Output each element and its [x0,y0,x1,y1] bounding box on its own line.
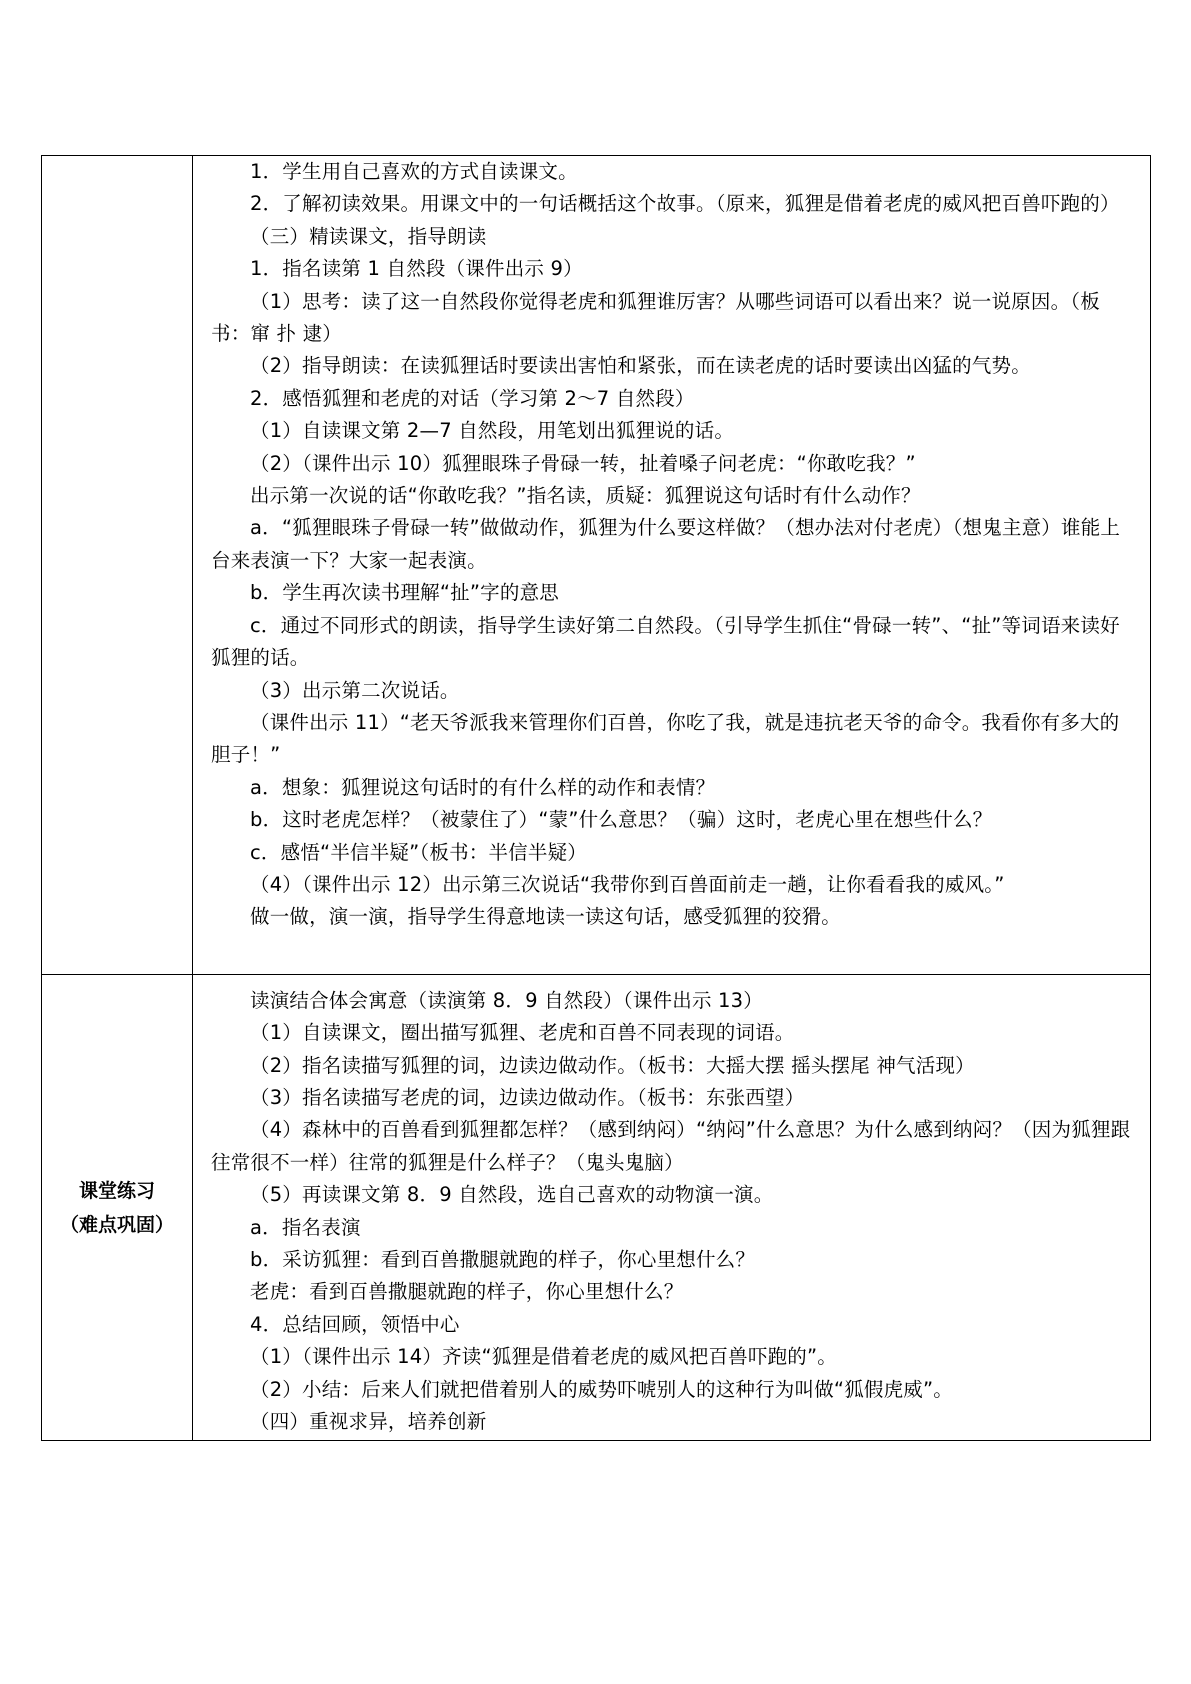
paragraph: （3）出示第二次说话。 [250,678,460,702]
paragraph: a．“狐狸眼珠子骨碌一转”做做动作，狐狸为什么要这样做？（想办法对付老虎）（想鬼主意）谁能上台来表演一下？大家一起表演。 [211,516,1121,572]
section-content-cell [193,156,1151,975]
paragraph: （三）精读课文，指导朗读 [250,224,487,248]
paragraph: （四）重视求异，培养创新 [250,1410,487,1434]
section-label-line: 课堂练习 [78,1179,155,1202]
paragraph: 读演结合体会寓意（读演第 8．9 自然段）（课件出示 13） [250,988,763,1012]
paragraph: 做一做，演一演，指导学生得意地读一读这句话，感受狐狸的狡猾。 [250,905,842,929]
paragraph: （课件出示 11）“老天爷派我来管理你们百兽，你吃了我，就是违抗老天爷的命令。我看你有多大的胆子！” [211,710,1120,767]
table-row [42,156,1151,975]
table-row [42,974,1151,1441]
paragraph: （4）（课件出示 12）出示第三次说话“我带你到百兽面前走一趟，让你看看我的威风。” [250,872,1005,896]
section-label [42,1174,192,1242]
paragraph: 4．总结回顾，领悟中心 [250,1312,460,1336]
paragraph: （5）再读课文第 8．9 自然段，选自己喜欢的动物演一演。 [250,1183,774,1207]
section-label-cell [42,974,193,1441]
paragraph: （2）小结：后来人们就把借着别人的威势吓唬别人的这种行为叫做“狐假虎威”。 [250,1377,954,1401]
paragraph: 2．感悟狐狸和老虎的对话（学习第 2～7 自然段） [250,386,695,410]
paragraph: （4）森林中的百兽看到狐狸都怎样？（感到纳闷）“纳闷”什么意思？为什么感到纳闷？（因为狐狸跟往常很不一样）往常的狐狸是什么样子？（鬼头鬼脑） [211,1118,1131,1174]
section-content [193,156,1150,974]
paragraph: c．通过不同形式的朗读，指导学生读好第二自然段。（引导学生抓住“骨碌一转”、“扯”等词语来读好狐狸的话。 [211,613,1120,670]
paragraph: 1．学生用自己喜欢的方式自读课文。 [250,160,578,183]
paragraph: 老虎：看到百兽撒腿就跑的样子，你心里想什么？ [250,1280,684,1304]
paragraph: （2）（课件出示 10）狐狸眼珠子骨碌一转，扯着嗓子问老虎：“你敢吃我？” [250,451,916,475]
paragraph: （1）自读课文，圈出描写狐狸、老虎和百兽不同表现的词语。 [250,1021,795,1045]
section-label-cell [42,156,193,975]
paragraph: 出示第一次说的话“你敢吃我？”指名读，质疑：狐狸说这句话时有什么动作？ [250,484,921,508]
paragraph: b．采访狐狸：看到百兽撒腿就跑的样子，你心里想什么？ [250,1248,756,1271]
paragraph: （2）指名读描写狐狸的词，边读边做动作。（板书：大摇大摆 摇头摆尾 神气活现） [250,1053,975,1077]
paragraph: c．感悟“半信半疑”（板书：半信半疑） [250,840,587,864]
paragraph: b．这时老虎怎样？（被蒙住了）“蒙”什么意思？（骗）这时，老虎心里在想些什么？ [250,808,993,832]
paragraph: b．学生再次读书理解“扯”字的意思 [250,581,559,605]
paragraph: （3）指名读描写老虎的词，边读边做动作。（板书：东张西望） [250,1085,805,1109]
paragraph: （1）思考：读了这一自然段你觉得老虎和狐狸谁厉害？从哪些词语可以看出来？说一说原因。（板书：窜 扑 逮） [211,289,1100,346]
section-label-line: （难点巩固） [59,1213,174,1236]
paragraph: 1．指名读第 1 自然段（课件出示 9） [250,257,583,281]
section-content [193,975,1150,1441]
paragraph: （1）自读课文第 2—7 自然段，用笔划出狐狸说的话。 [250,419,735,443]
paragraph: （1）（课件出示 14）齐读“狐狸是借着老虎的威风把百兽吓跑的”。 [250,1345,837,1369]
paragraph: （2）指导朗读：在读狐狸话时要读出害怕和紧张，而在读老虎的话时要读出凶猛的气势。 [250,354,1031,378]
section-content-cell [193,974,1151,1441]
paragraph: a．指名表演 [250,1215,361,1239]
paragraph: 2．了解初读效果。用课文中的一句话概括这个故事。（原来，狐狸是借着老虎的威风把百兽吓跑的） [250,192,1120,216]
paragraph: a．想象：狐狸说这句话时的有什么样的动作和表情？ [250,775,716,799]
lesson-plan-table [41,155,1151,1441]
